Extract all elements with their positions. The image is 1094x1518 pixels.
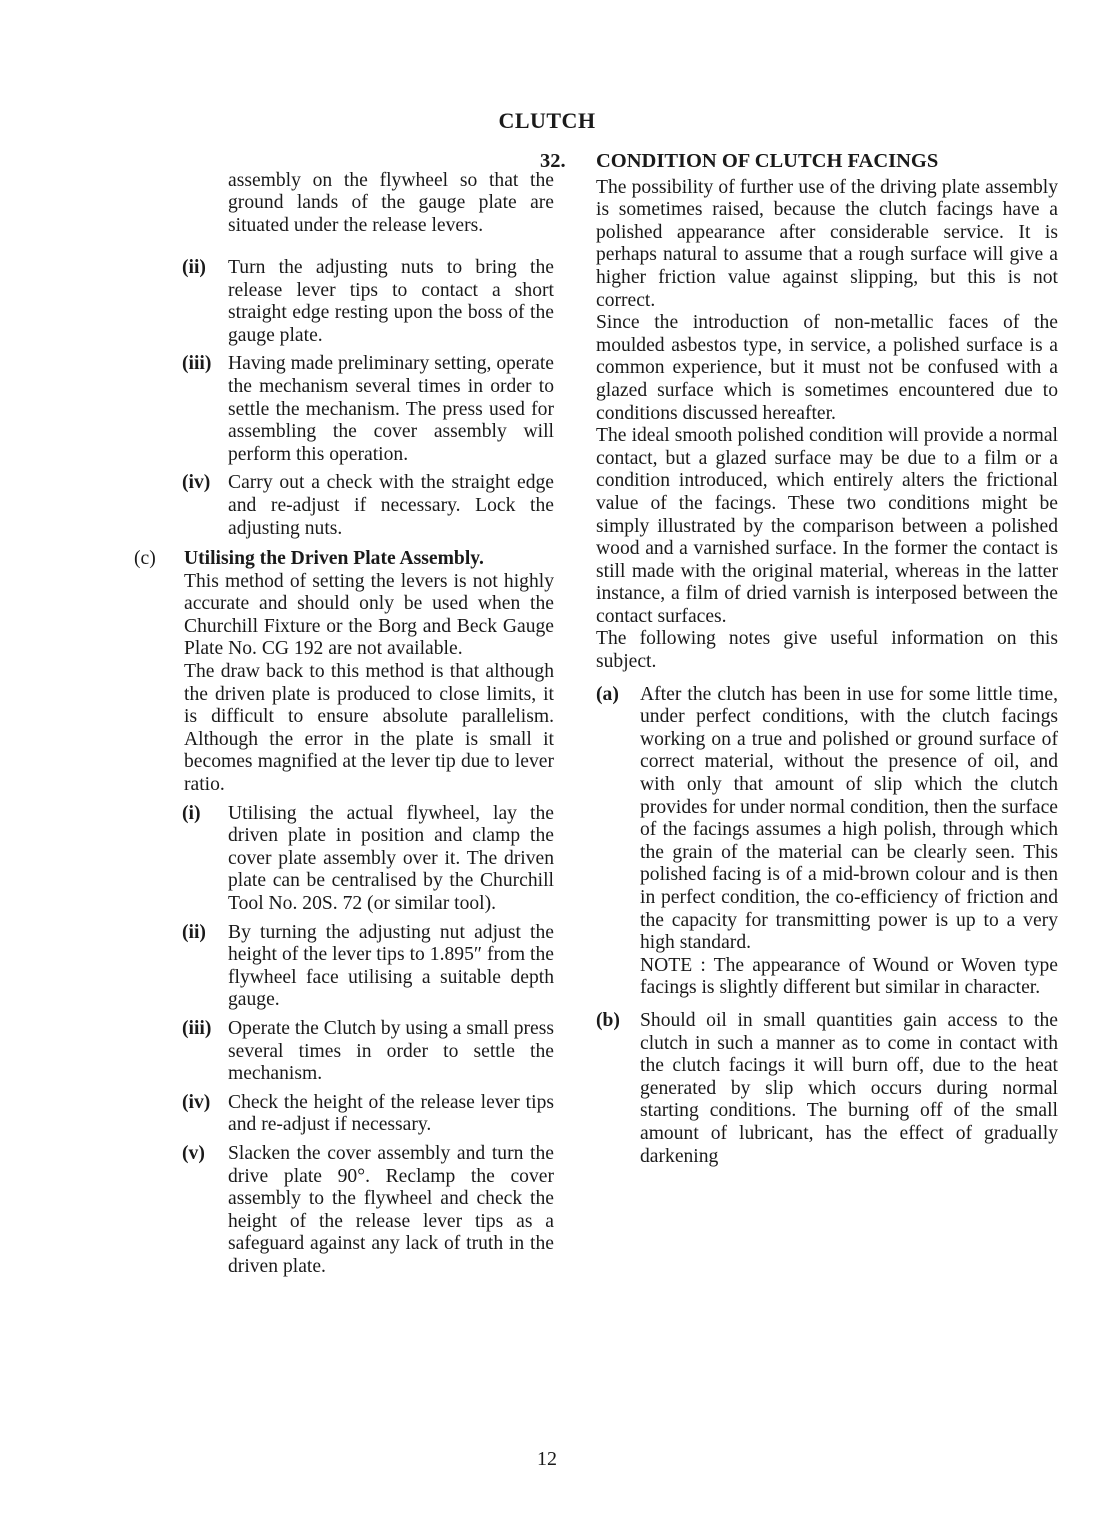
continued-paragraph: assembly on the flywheel so that the ground lands of the gauge plate are situated under the release levers. [228, 169, 554, 236]
section-c [134, 548, 554, 797]
paragraph: The following notes give useful information on this subject. [596, 628, 1058, 673]
item-text: Operate the Clutch by using a small press several times in order to settle the mechanism. [228, 1017, 554, 1085]
item-text: Utilising the actual flywheel, lay the driven plate in position and clamp the cover plate assembly over it. The driven plate can be centralised by the Churchill Tool No. 20S. 72 (or similar tool). [228, 802, 554, 914]
item-number: (ii) [182, 921, 206, 943]
item-number: (iv) [182, 1091, 211, 1113]
list-item [182, 353, 554, 466]
item-number: (a) [596, 683, 619, 705]
list-item [182, 802, 554, 916]
section-c-heading: Utilising the Driven Plate Assembly. [184, 548, 484, 570]
list-item [182, 256, 554, 347]
list-item [182, 472, 554, 540]
page-number: 12 [537, 1448, 557, 1470]
item-text: After the clutch has been in use for some little time, under perfect conditions, with the clutch facings working on a true and polished or ground surface of correct material, without the presence of oil, and with only that amount of slip which the clutch provides for under normal condition, then the surface of the facings assumes a high polish, through which the grain of the material can be clearly seen. This polished facing is of a mid-brown colour and is then in perfect condition, the co-efficiency of friction and the capacity for transmitting power is up to a very high standard. [640, 683, 1058, 954]
list-item [182, 921, 554, 1012]
list-item [182, 1142, 554, 1279]
section-heading [540, 150, 1058, 173]
list-item [596, 684, 1058, 1000]
paragraph: The draw back to this method is that although the driven plate is produced to close limits, it is difficult to ensure absolute parallelism. Although the error in the plate is small it becomes magnified at the lever tip due to lever ratio. [184, 661, 554, 796]
item-text: Slacken the cover assembly and turn the drive plate 90°. Reclamp the cover assembly to the flywheel and check the height of the release lever tips as a safeguard against any lack of truth in the driven plate. [228, 1142, 554, 1277]
list-item [182, 1091, 554, 1137]
item-number: (iii) [182, 353, 212, 375]
right-column [540, 150, 1058, 1168]
paragraph: Since the introduction of non-metallic faces of the moulded asbestos type, in service, a polished surface is a common experience, but it must not be confused with a glazed surface which is sometimes encountered due to conditions discussed hereafter. [596, 312, 1058, 424]
item-number: (v) [182, 1142, 205, 1164]
section-title: CONDITION OF CLUTCH FACINGS [596, 150, 939, 172]
page-title: CLUTCH [498, 108, 596, 133]
list-item [596, 1010, 1058, 1168]
item-text: Carry out a check with the straight edge and re-adjust if necessary. Lock the adjusting nuts. [228, 472, 554, 539]
item-text: Having made preliminary setting, operate the mechanism several times in order to settle the mechanism. The press used for assembling the cover assembly will perform this operation. [228, 353, 554, 465]
item-text: Check the height of the release lever tips and re-adjust if necessary. [228, 1091, 554, 1136]
item-number: (iv) [182, 472, 211, 494]
section-c-number: (c) [134, 548, 156, 570]
paragraph: The possibility of further use of the driving plate assembly is sometimes raised, because the clutch facings have a polished appearance after considerable service. It is perhaps natural to assume that a rough surface will give a higher friction value against slipping, but this is not correct. [596, 176, 1058, 311]
paragraph: The ideal smooth polished condition will provide a normal contact, but a glazed surface may be due to a film or a condition introduced, which entirely alters the frictional value of the facings. These two conditions might be simply illustrated by the comparison between a polished wood and a varnished surface. In the former the contact is still made with the original material, whereas in the latter instance, a film of dried varnish is interposed between the contact surfaces. [596, 425, 1058, 627]
list-item [182, 1017, 554, 1086]
item-number: (iii) [182, 1017, 212, 1039]
item-number: (i) [182, 802, 201, 824]
paragraph: This method of setting the levers is not highly accurate and should only be used when the Churchill Fixture or the Borg and Beck Gauge Plate No. CG 192 are not available. [184, 570, 554, 660]
section-number: 32. [540, 150, 566, 172]
left-column [134, 150, 554, 1279]
item-number: (ii) [182, 256, 206, 278]
item-number: (b) [596, 1009, 620, 1031]
item-text: By turning the adjusting nut adjust the height of the lever tips to 1.895″ from the flywheel face utilising a suitable depth gauge. [228, 921, 554, 1011]
item-text: Turn the adjusting nuts to bring the release lever tips to contact a short straight edge resting upon the boss of the gauge plate. [228, 256, 554, 346]
item-note: NOTE : The appearance of Wound or Woven type facings is slightly different but similar in character. [640, 954, 1058, 999]
item-text: Should oil in small quantities gain access to the clutch in such a manner as to come in contact with the clutch facings it will burn off, due to the heat generated by slip which occurs during normal starting conditions. The burning off of the small amount of lubricant, has the effect of gradually darkening [640, 1009, 1058, 1167]
